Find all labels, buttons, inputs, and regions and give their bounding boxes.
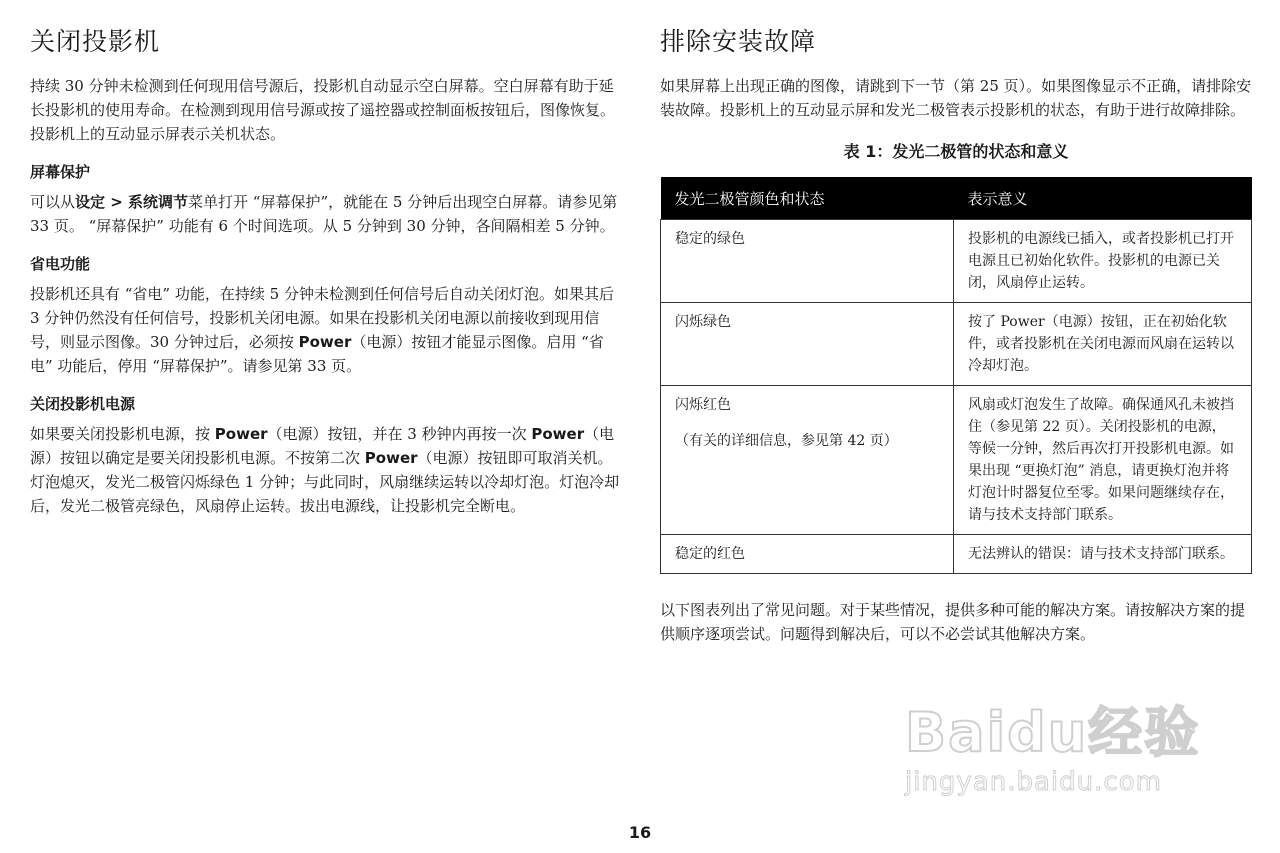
common-problems-paragraph: 以下图表列出了常见问题。对于某些情况，提供多种可能的解决方案。请按解决方案的提供顺序逐项尝试。问题得到解决后，可以不必尝试其他解决方案。 bbox=[660, 601, 1246, 643]
meaning-cell: 投影机的电源线已插入，或者投影机已打开电源且已初始化软件。投影机的电源已关闭，风扇停止运转。 bbox=[954, 220, 1252, 303]
power-save-heading: 省电功能 bbox=[30, 255, 91, 273]
led-state-cell: 闪烁红色 （有关的详细信息，参见第 42 页） bbox=[661, 386, 954, 535]
baidu-watermark: Baidu经验 jingyan.baidu.com bbox=[905, 701, 1201, 797]
table-row bbox=[661, 386, 1252, 535]
troubleshoot-intro: 如果屏幕上出现正确的图像，请跳到下一节（第 25 页）。如果图像显示不正确，请排除安装故障。投影机上的互动显示屏和发光二极管表示投影机的状态，有助于进行故障排除。 bbox=[660, 77, 1252, 119]
column-header-meaning: 表示意义 bbox=[954, 177, 1252, 220]
table-row bbox=[661, 220, 1252, 303]
power-save-paragraph: 投影机还具有 “省电” 功能，在持续 5 分钟未检测到任何信号后自动关闭灯泡。如果其后 3 分钟仍然没有任何信号，投影机关闭电源。如果在投影机关闭电源以前接收到现用信号，则显示图像。30 分钟过后，必须按 Power（电源）按钮才能显示图像。启用 “省电” 功能后，停用 “屏幕保护”。请参见第 33 页。 bbox=[30, 285, 614, 375]
page-number: 16 bbox=[628, 823, 652, 842]
power-off-heading: 关闭投影机电源 bbox=[30, 395, 136, 413]
detail-note: （有关的详细信息，参见第 42 页） bbox=[675, 433, 898, 449]
menu-path: 设定 > 系统调节 bbox=[75, 193, 189, 211]
screensaver-heading: 屏幕保护 bbox=[30, 163, 91, 181]
table-row bbox=[661, 535, 1252, 574]
led-state-cell: 闪烁绿色 bbox=[661, 303, 954, 386]
power-off-paragraph: 如果要关闭投影机电源，按 Power（电源）按钮，并在 3 秒钟内再按一次 Power（电源）按钮以确定是要关闭投影机电源。不按第二次 Power（电源）按钮即可取消关机。灯泡熄灭，发光二极管闪烁绿色 1 分钟；与此同时，风扇继续运转以冷却灯泡。灯泡冷却后，发光二极管亮绿色，风扇停止运转。拔出电源线，让投影机完全断电。 bbox=[30, 425, 620, 515]
section-title-shutdown: 关闭投影机 bbox=[30, 27, 161, 56]
screensaver-paragraph: 可以从设定 > 系统调节菜单打开 “屏幕保护”，就能在 5 分钟后出现空白屏幕。请参见第 33 页。 “屏幕保护” 功能有 6 个时间选项。从 5 分钟到 30 分钟，各间隔相差 5 分钟。 bbox=[30, 193, 618, 235]
table-title: 表 1：发光二极管的状态和意义 bbox=[843, 142, 1069, 161]
meaning-cell: 风扇或灯泡发生了故障。确保通风孔未被挡住（参见第 22 页）。关闭投影机的电源，等候一分钟，然后再次打开投影机电源。如果出现 “更换灯泡” 消息，请更换灯泡并将灯泡计时器复位至零。如果问题继续存在，请与技术支持部门联系。 bbox=[954, 386, 1252, 535]
table-row bbox=[661, 303, 1252, 386]
column-header-led-state: 发光二极管颜色和状态 bbox=[661, 177, 954, 220]
meaning-cell: 无法辨认的错误：请与技术支持部门联系。 bbox=[954, 535, 1252, 574]
left-column bbox=[30, 26, 625, 532]
led-status-table bbox=[660, 177, 1252, 574]
led-state-cell: 稳定的红色 bbox=[661, 535, 954, 574]
led-state-cell: 稳定的绿色 bbox=[661, 220, 954, 303]
section-title-troubleshoot: 排除安装故障 bbox=[660, 27, 817, 56]
meaning-cell: 按了 Power（电源）按钮，正在初始化软件，或者投影机在关闭电源而风扇在运转以冷却灯泡。 bbox=[954, 303, 1252, 386]
right-column bbox=[660, 26, 1252, 660]
intro-paragraph: 持续 30 分钟未检测到任何现用信号源后，投影机自动显示空白屏幕。空白屏幕有助于延长投影机的使用寿命。在检测到现用信号源或按了遥控器或控制面板按钮后，图像恢复。投影机上的互动显示屏表示关机状态。 bbox=[30, 77, 616, 143]
